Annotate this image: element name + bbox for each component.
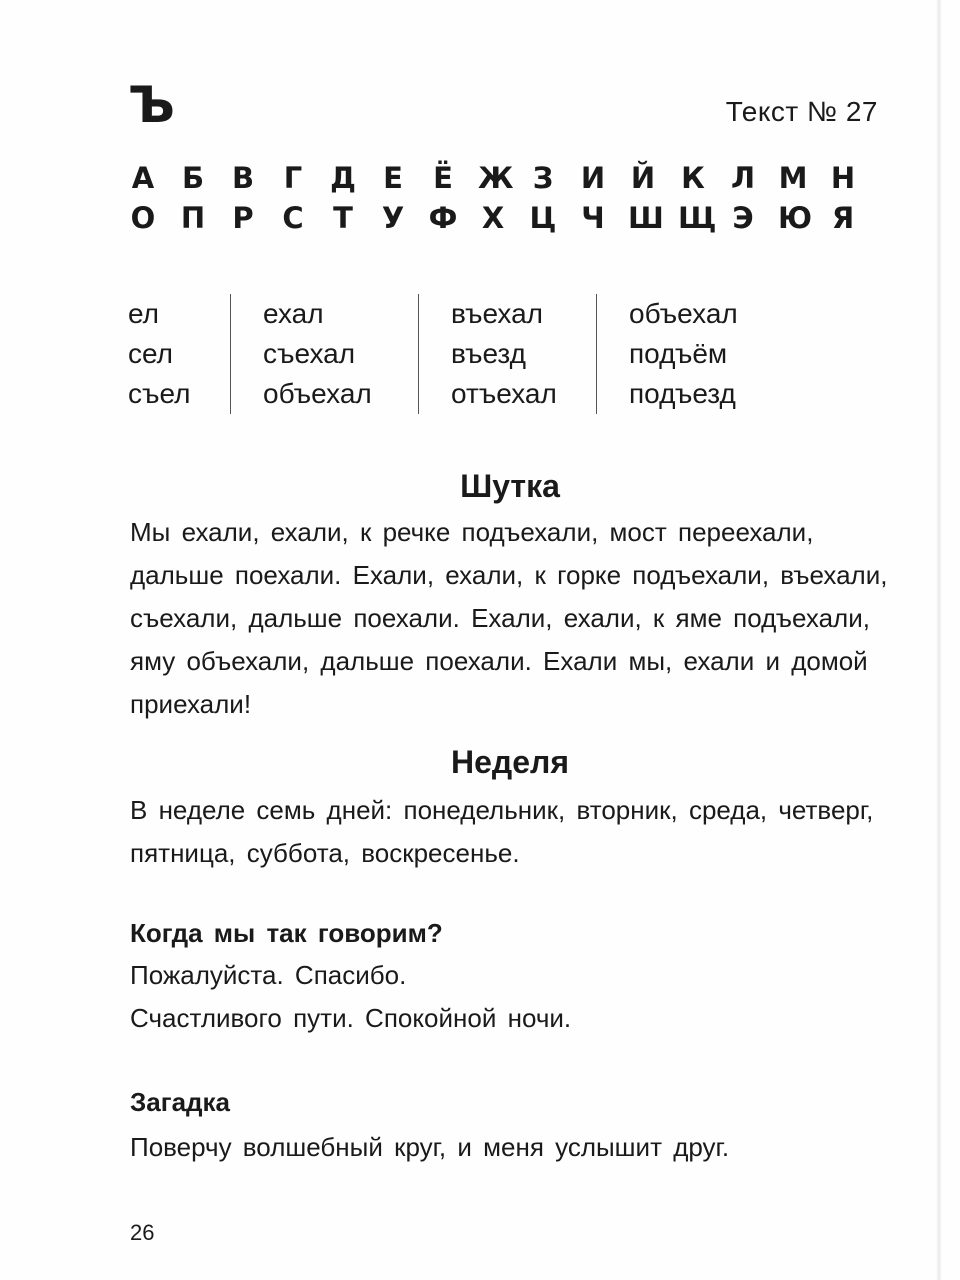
lesson-letter: Ъ xyxy=(128,76,175,134)
alphabet-letter: З xyxy=(532,161,554,195)
alphabet-row-1 xyxy=(128,158,858,198)
alphabet-letter: Д xyxy=(330,161,356,195)
text-number-label: Текст № 27 xyxy=(725,96,878,127)
alphabet-letter: К xyxy=(681,161,705,195)
alphabet-letter: Э xyxy=(732,201,754,235)
alphabet-letter: И xyxy=(580,161,606,195)
alphabet-row-2 xyxy=(128,198,858,238)
word-table-cell: объехал xyxy=(629,298,738,329)
word-table-cell: въехал xyxy=(451,298,543,329)
alphabet-letter: Й xyxy=(630,161,656,195)
alphabet-block xyxy=(128,158,858,238)
alphabet-letter: В xyxy=(231,161,255,195)
alphabet-letter: М xyxy=(778,161,808,195)
alphabet-letter: У xyxy=(381,201,405,235)
word-table-cell: въезд xyxy=(451,338,526,369)
word-table-cell: съел xyxy=(128,378,191,409)
week-title: Неделя xyxy=(450,744,569,780)
word-column-1 xyxy=(128,294,230,414)
alphabet-letter: Т xyxy=(333,201,353,235)
word-table-cell: подъём xyxy=(629,338,728,369)
page-edge xyxy=(936,0,942,1280)
alphabet-letter: Ф xyxy=(428,201,458,235)
word-column-4 xyxy=(596,294,809,414)
word-table-cell: сел xyxy=(128,338,173,369)
alphabet-letter: О xyxy=(130,201,156,235)
alphabet-letter: Е xyxy=(383,161,403,195)
alphabet-letter: Ж xyxy=(478,161,514,195)
alphabet-letter: П xyxy=(180,201,206,235)
alphabet-letter: Н xyxy=(830,161,856,195)
when-we-say-line-2: Счастливого пути. Спокойной ночи. xyxy=(130,1003,572,1033)
word-column-3 xyxy=(418,294,596,414)
joke-title: Шутка xyxy=(460,468,560,504)
alphabet-letter: А xyxy=(131,161,155,195)
alphabet-letter: Ю xyxy=(778,201,813,235)
word-table-cell: отъехал xyxy=(451,378,557,409)
alphabet-letter: Х xyxy=(481,201,505,235)
alphabet-letter: Ч xyxy=(581,201,605,235)
word-table-cell: подъезд xyxy=(629,378,736,409)
alphabet-letter: Р xyxy=(232,201,254,235)
alphabet-letter: Щ xyxy=(678,201,717,235)
word-table-cell: объехал xyxy=(263,378,372,409)
alphabet-letter: Л xyxy=(730,161,756,195)
alphabet-letter: Ё xyxy=(433,161,453,195)
when-we-say-line-1: Пожалуйста. Спасибо. xyxy=(130,960,407,990)
word-table-cell: ел xyxy=(128,298,159,329)
riddle-text: Поверчу волшебный круг, и меня услышит друг. xyxy=(130,1132,730,1162)
page-number: 26 xyxy=(130,1220,155,1245)
alphabet-letter: Ц xyxy=(529,201,557,235)
word-column-2 xyxy=(230,294,418,414)
alphabet-letter: Г xyxy=(283,161,303,195)
joke-text: Мы ехали, ехали, к речке подъехали, мост переехали, дальше поехали. Ехали, ехали, к горке подъехали, въехали, съехали, дальше поехали. Ехали, ехали, к яме подъехали, яму объехали, дальше поехали. Ехали мы, ехали и домой приехали! xyxy=(130,517,888,719)
word-table-cell: съехал xyxy=(263,338,356,369)
alphabet-letter: С xyxy=(282,201,304,235)
when-we-say-title: Когда мы так говорим? xyxy=(130,918,443,948)
alphabet-letter: Б xyxy=(181,161,205,195)
riddle-title: Загадка xyxy=(130,1087,231,1117)
week-text: В неделе семь дней: понедельник, вторник, среда, четверг, пятница, суббота, воскресенье. xyxy=(130,795,874,868)
alphabet-letter: Я xyxy=(831,201,855,235)
alphabet-letter: Ш xyxy=(628,201,664,235)
word-table-cell: ехал xyxy=(263,298,324,329)
word-table xyxy=(128,294,809,414)
